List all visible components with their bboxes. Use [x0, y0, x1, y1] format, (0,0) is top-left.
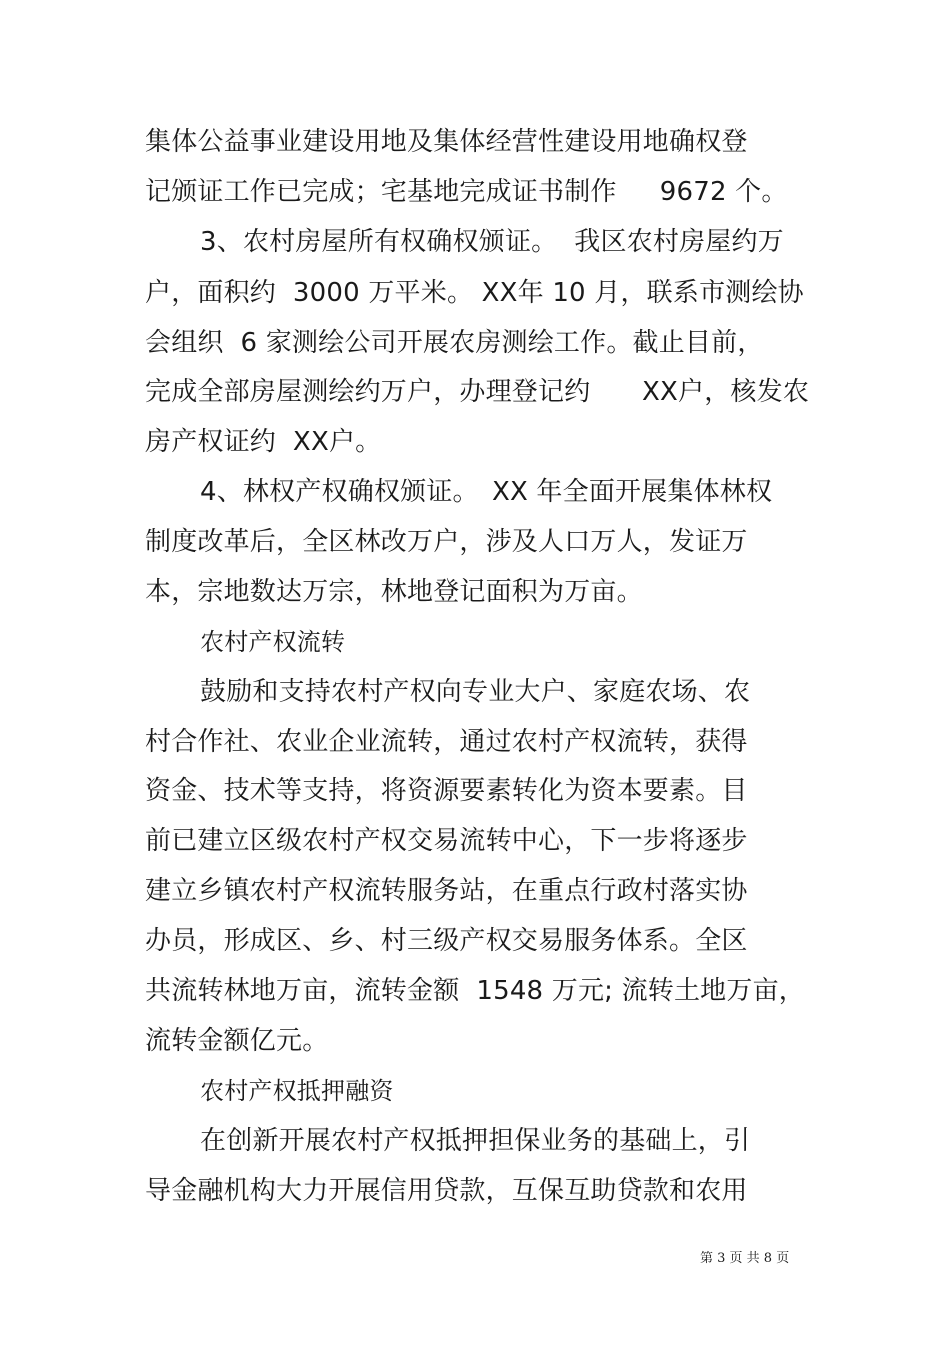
text-line: 导金融机构大力开展信用贷款，互保互助贷款和农用 [145, 1176, 748, 1206]
text-line: 户，面积约 3000 万平米。 XX年 10 月，联系市测绘协 [145, 278, 804, 308]
text-line: 制度改革后，全区林改万户，涉及人口万人，发证万 [145, 527, 748, 557]
text-line: 鼓励和支持农村产权向专业大户、家庭农场、农 [200, 677, 751, 707]
text-line: 共流转林地万亩，流转金额 1548 万元; 流转土地万亩， [145, 976, 805, 1006]
text-line: 完成全部房屋测绘约万户，办理登记约 XX户，核发农 [145, 377, 810, 407]
text-line: 流转金额亿元。 [145, 1026, 329, 1056]
text-line: 村合作社、农业企业流转，通过农村产权流转，获得 [145, 727, 748, 757]
text-line: 在创新开展农村产权抵押担保业务的基础上，引 [200, 1126, 751, 1156]
text-line: 资金、技术等支持，将资源要素转化为资本要素。目 [145, 776, 748, 806]
text-line: 建立乡镇农村产权流转服务站，在重点行政村落实协 [145, 876, 748, 906]
text-line: 前已建立区级农村产权交易流转中心，下一步将逐步 [145, 826, 748, 856]
text-line: 房产权证约 XX户。 [145, 427, 382, 457]
text-line: 记颁证工作已完成；宅基地完成证书制作 9672 个。 [145, 177, 788, 207]
page-footer: 第 3 页 共 8 页 [700, 1251, 790, 1266]
text-line: 办员，形成区、乡、村三级产权交易服务体系。全区 [145, 926, 748, 956]
section-heading: 农村产权抵押融资 [200, 1077, 394, 1105]
text-line: 集体公益事业建设用地及集体经营性建设用地确权登 [145, 127, 748, 157]
section-heading: 农村产权流转 [200, 628, 346, 656]
text-line: 3、农村房屋所有权确权颁证。 我区农村房屋约万 [200, 227, 784, 257]
text-line: 会组织 6 家测绘公司开展农房测绘工作。截止目前， [145, 328, 764, 358]
text-line: 4、林权产权确权颁证。 XX 年全面开展集体林权 [200, 477, 773, 507]
text-line: 本，宗地数达万宗，林地登记面积为万亩。 [145, 577, 643, 607]
